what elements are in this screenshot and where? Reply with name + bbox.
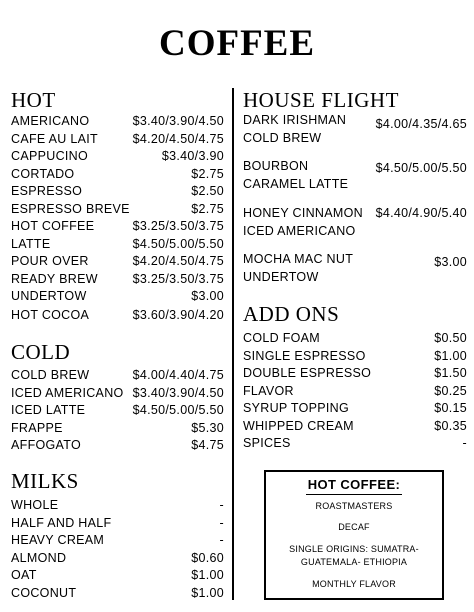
menu-item xyxy=(11,201,224,219)
item-price: $3.60/3.90/4.20 xyxy=(132,308,224,322)
item-price: $4.40/4.90/5.40 xyxy=(375,206,467,220)
item-name: SPICES xyxy=(243,436,291,450)
item-name: CORTADO xyxy=(11,166,75,181)
item-name: FLAVOR xyxy=(243,383,294,398)
hot-heading: HOT xyxy=(11,88,56,112)
house-flight-heading: HOUSE FLIGHT xyxy=(243,88,399,112)
menu-item xyxy=(11,166,224,184)
item-name: HOT COFFEE xyxy=(11,219,95,233)
item-name: AMERICANO xyxy=(11,114,90,128)
menu-item xyxy=(11,148,224,166)
item-price: $1.00 xyxy=(434,348,467,363)
menu-item xyxy=(11,497,224,515)
hot-coffee-box-title: HOT COFFEE: xyxy=(307,477,401,492)
item-name-line2: ICED AMERICANO xyxy=(243,223,356,238)
menu-item xyxy=(11,183,224,201)
box-line: SINGLE ORIGINS: SUMATRA- xyxy=(289,544,419,554)
menu-item xyxy=(11,113,224,131)
menu-item xyxy=(11,420,224,438)
item-price: $1.00 xyxy=(191,585,224,600)
menu-item xyxy=(11,288,224,306)
item-price: $4.50/5.00/5.50 xyxy=(132,403,224,417)
item-price: $3.40/3.90/4.50 xyxy=(132,114,224,128)
item-price: $4.20/4.50/4.75 xyxy=(132,254,224,268)
title-underline xyxy=(306,494,402,495)
item-price: $3.40/3.90 xyxy=(161,149,224,163)
item-name: SINGLE ESPRESSO xyxy=(243,348,366,363)
item-price: - xyxy=(219,498,224,512)
item-name: ALMOND xyxy=(11,550,67,565)
menu-item xyxy=(11,585,224,603)
item-name: UNDERTOW xyxy=(11,289,87,303)
item-name: ICED LATTE xyxy=(11,403,86,417)
menu-item xyxy=(243,383,467,401)
box-line: MONTHLY FLAVOR xyxy=(312,579,396,589)
milks-heading: MILKS xyxy=(11,469,79,493)
item-price: $1.00 xyxy=(191,568,224,582)
item-name: COLD FOAM xyxy=(243,331,321,345)
column-divider xyxy=(232,88,234,600)
menu-item xyxy=(243,365,467,383)
menu-item xyxy=(243,400,467,418)
item-name xyxy=(243,251,353,286)
item-price: $4.50/5.00/5.50 xyxy=(132,236,224,251)
item-name: LATTE xyxy=(11,236,51,251)
menu-item xyxy=(11,131,224,149)
menu-item xyxy=(11,515,224,533)
box-line: DECAF xyxy=(338,522,370,532)
item-name xyxy=(243,158,348,193)
menu-item xyxy=(243,330,467,348)
item-name-line1: HONEY CINNAMON xyxy=(243,206,363,220)
menu-item xyxy=(11,367,224,385)
item-name: FRAPPE xyxy=(11,420,63,435)
menu-item xyxy=(11,550,224,568)
box-line: ROASTMASTERS xyxy=(315,501,393,511)
menu-item xyxy=(11,402,224,420)
item-price: $3.00 xyxy=(434,255,467,269)
menu-item xyxy=(11,271,224,289)
item-name-line1: MOCHA MAC NUT xyxy=(243,252,354,266)
item-price: $0.60 xyxy=(191,550,224,565)
menu-item xyxy=(243,251,467,286)
item-name: ICED AMERICANO xyxy=(11,385,124,400)
item-name: SYRUP TOPPING xyxy=(243,401,350,415)
item-name xyxy=(243,205,363,240)
item-name: POUR OVER xyxy=(11,254,89,268)
item-price: - xyxy=(219,515,224,530)
item-name: CAFE AU LAIT xyxy=(11,131,98,146)
item-price: $5.30 xyxy=(191,420,224,435)
menu-item xyxy=(243,158,467,193)
hot-coffee-box xyxy=(264,470,444,600)
menu-item xyxy=(11,253,224,271)
item-name-line1: BOURBON xyxy=(243,159,309,173)
box-line: GUATEMALA- ETHIOPIA xyxy=(300,557,408,567)
item-price: $3.25/3.50/3.75 xyxy=(132,219,224,233)
item-name: WHOLE xyxy=(11,498,59,512)
menu-item xyxy=(11,437,224,455)
item-price: $2.75 xyxy=(191,166,224,181)
menu-item xyxy=(243,418,467,436)
item-price: $0.25 xyxy=(434,383,467,398)
item-price: $1.50 xyxy=(434,366,467,380)
item-name: COLD BREW xyxy=(11,368,90,382)
menu-title: COFFEE xyxy=(158,23,316,64)
item-price: $0.35 xyxy=(434,418,467,433)
item-price: $3.00 xyxy=(191,289,224,303)
item-name-line2: CARAMEL LATTE xyxy=(243,176,349,191)
item-name: COCONUT xyxy=(11,585,77,600)
item-name: READY BREW xyxy=(11,271,98,286)
item-name-line2: UNDERTOW xyxy=(243,269,319,284)
item-name: AFFOGATO xyxy=(11,438,81,452)
item-name xyxy=(243,112,346,147)
item-price: $4.00/4.40/4.75 xyxy=(132,368,224,382)
item-name: CAPPUCINO xyxy=(11,149,89,163)
menu-item xyxy=(11,218,224,236)
menu-item xyxy=(11,236,224,254)
item-price: $4.00/4.35/4.65 xyxy=(375,117,467,131)
item-name-line1: DARK IRISHMAN xyxy=(243,113,347,127)
menu-item xyxy=(11,532,224,550)
menu-item xyxy=(243,435,467,453)
item-name: ESPRESSO xyxy=(11,184,83,198)
item-price: $0.50 xyxy=(434,331,467,345)
item-name: OAT xyxy=(11,568,37,582)
menu-item xyxy=(243,348,467,366)
item-name: HEAVY CREAM xyxy=(11,533,105,547)
item-price: $4.75 xyxy=(191,438,224,452)
add-ons-heading: ADD ONS xyxy=(243,302,340,326)
cold-heading: COLD xyxy=(11,340,71,364)
item-name: HOT COCOA xyxy=(11,308,90,322)
item-name: DOUBLE ESPRESSO xyxy=(243,366,372,380)
menu-item xyxy=(11,307,224,325)
item-price: $0.15 xyxy=(434,401,467,415)
menu-item xyxy=(243,112,467,147)
item-name: ESPRESSO BREVE xyxy=(11,201,130,216)
item-price: $2.75 xyxy=(191,201,224,216)
item-price: $4.50/5.00/5.50 xyxy=(375,161,467,175)
menu-item xyxy=(11,567,224,585)
item-price: $4.20/4.50/4.75 xyxy=(132,131,224,146)
item-price: $2.50 xyxy=(191,184,224,198)
item-price: - xyxy=(219,533,224,547)
item-price: - xyxy=(462,436,467,450)
item-price: $3.40/3.90/4.50 xyxy=(132,385,224,400)
menu-item xyxy=(11,385,224,403)
item-name-line2: COLD BREW xyxy=(243,130,322,145)
item-name: WHIPPED CREAM xyxy=(243,418,354,433)
item-price: $3.25/3.50/3.75 xyxy=(132,271,224,286)
item-name: HALF AND HALF xyxy=(11,515,112,530)
menu-item xyxy=(243,205,467,240)
